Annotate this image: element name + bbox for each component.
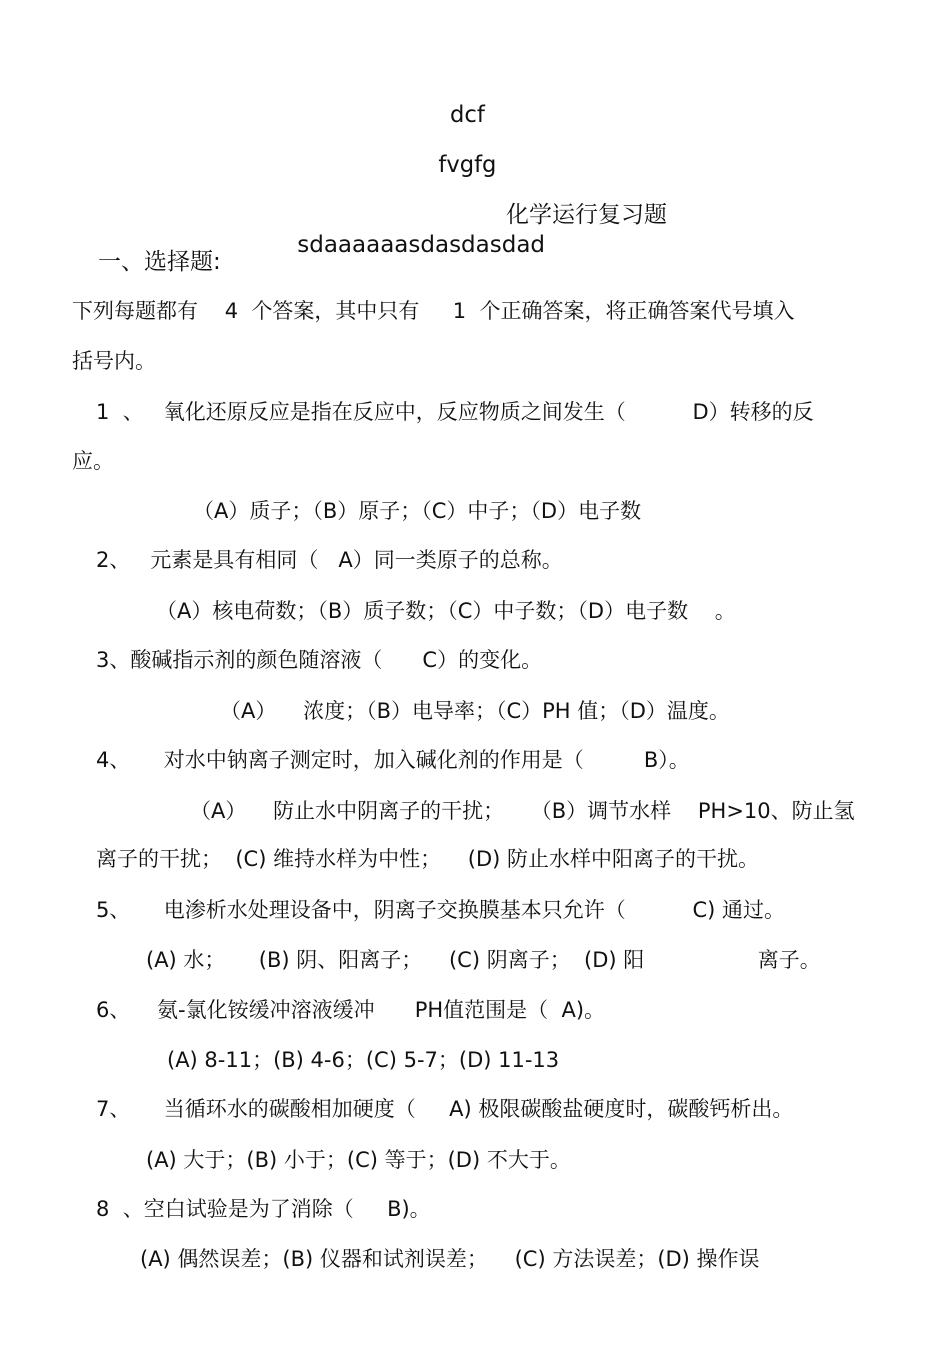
question-7-text: 7、 当循环水的碳酸相加硬度（ A) 极限碳酸盐硬度时，碳酸钙析出。 [96, 1097, 794, 1121]
question-4-options-cont: 离子的干扰； (C) 维持水样为中性； (D) 防止水样中阳离子的干扰。 [96, 847, 760, 871]
question-3-options: （A） 浓度；（B）电导率；（C）PH 值；（D）温度。 [220, 699, 730, 723]
question-5-text: 5、 电渗析水处理设备中，阴离子交换膜基本只允许（ C) 通过。 [96, 898, 786, 922]
title-line-2: fvgfg [438, 152, 497, 178]
question-1-options: （A）质子；（B）原子；（C）中子；（D）电子数 [193, 499, 642, 523]
question-8-text: 8 、空白试验是为了消除（ B)。 [96, 1197, 431, 1221]
question-7-options: (A) 大于；(B) 小于；(C) 等于；(D) 不大于。 [146, 1148, 571, 1172]
question-2-text: 2、 元素是具有相同（ A）同一类原子的总称。 [96, 548, 563, 572]
title-line-1: dcf [450, 102, 485, 128]
title-line-3-chinese: 化学运行复习题 [506, 202, 667, 228]
question-4-text: 4、 对水中钠离子测定时，加入碱化剂的作用是（ B）。 [96, 748, 690, 772]
question-6-options: (A) 8-11；(B) 4-6；(C) 5-7；(D) 11-13 [167, 1048, 560, 1072]
question-5-options: (A) 水； (B) 阴、阳离子； (C) 阴离子； (D) 阳 离子。 [146, 948, 821, 972]
section-heading: 一、选择题: [98, 249, 221, 275]
question-2-options: （A）核电荷数；（B）质子数；（C）中子数；（D）电子数 。 [156, 599, 736, 623]
title-line-3-prefix: sdaaaaaasdasdasdad [297, 232, 546, 258]
section-intro-line-2: 括号内。 [72, 349, 156, 373]
question-1-text-cont: 应。 [72, 449, 114, 473]
question-4-options: （A） 防止水中阴离子的干扰； （B）调节水样 PH>10、防止氢 [190, 799, 855, 823]
section-intro-line-1: 下列每题都有 4 个答案，其中只有 1 个正确答案，将正确答案代号填入 [72, 299, 795, 323]
question-8-options: (A) 偶然误差；(B) 仪器和试剂误差； (C) 方法误差；(D) 操作误 [140, 1247, 760, 1271]
question-3-text: 3、酸碱指示剂的颜色随溶液（ C）的变化。 [96, 648, 543, 672]
question-6-text: 6、 氨-氯化铵缓冲溶液缓冲 PH值范围是（ A)。 [96, 998, 606, 1022]
question-1-text: 1 、 氧化还原反应是指在反应中，反应物质之间发生（ D）转移的反 [96, 400, 814, 424]
